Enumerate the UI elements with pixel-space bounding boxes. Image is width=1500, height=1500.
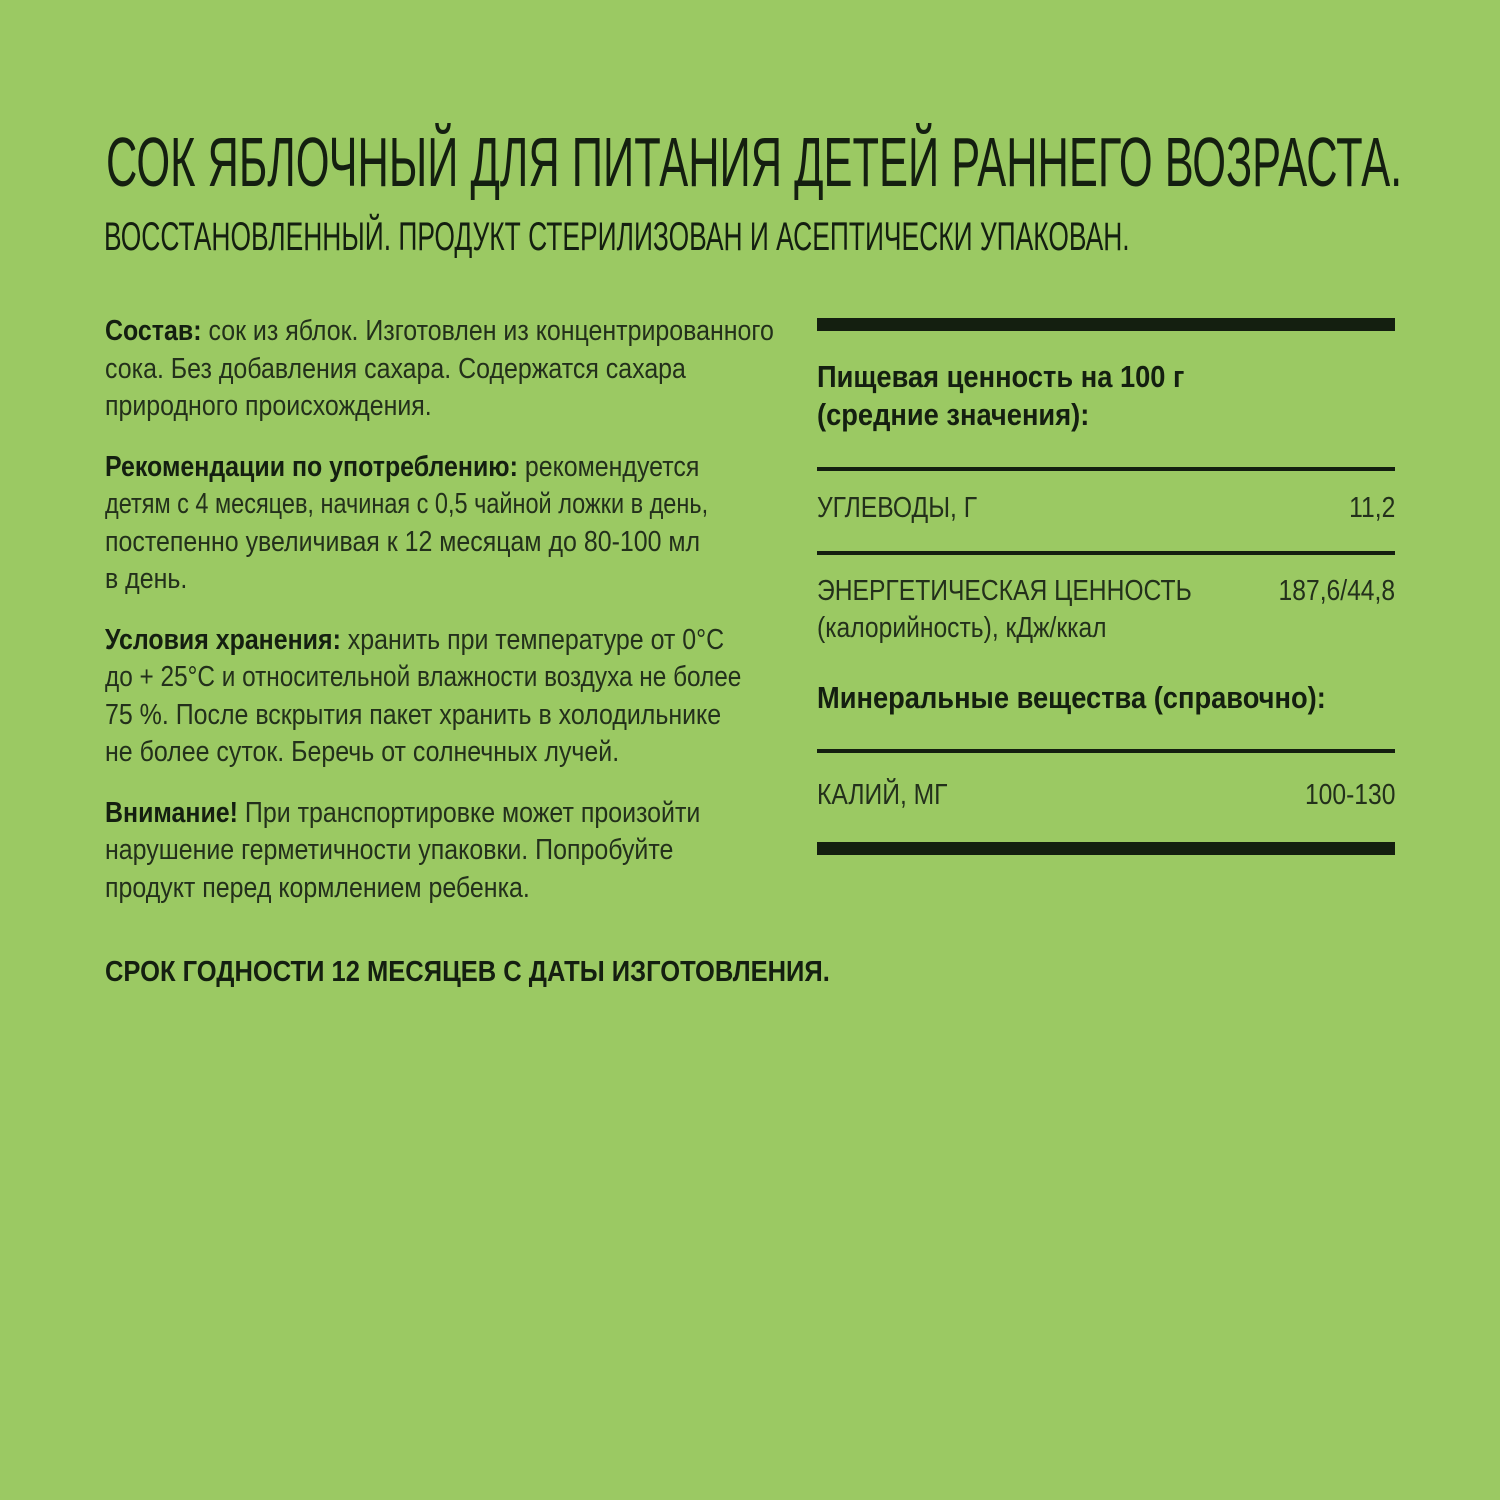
energy-name: ЭНЕРГЕТИЧЕСКАЯ ЦЕННОСТЬ [817, 575, 1192, 607]
recommendations-text-line: рекомендуется [517, 450, 700, 483]
recommendations-text-line: постепенно увеличивая к 12 месяцам до 80-100 мл [105, 525, 701, 558]
composition-text-line: природного происхождения. [105, 390, 432, 422]
warning-label: Внимание! [105, 796, 238, 829]
storage-section [105, 622, 805, 772]
minerals-row-potassium [817, 777, 1395, 842]
product-title: СОК ЯБЛОЧНЫЙ ДЛЯ ПИТАНИЯ ДЕТЕЙ РАННЕГО ВОЗРАСТА. [106, 123, 1403, 201]
storage-text-line: не более суток. Беречь от солнечных лучей. [105, 736, 620, 768]
storage-text-line: хранить при температуре от 0°С [340, 623, 725, 656]
recommendations-text-line: в день. [105, 563, 188, 595]
divider [817, 467, 1395, 471]
warning-section [105, 795, 805, 908]
nutrition-heading [817, 358, 1326, 434]
energy-value: 187,6/44,8 [1278, 575, 1395, 607]
nutrition-panel [817, 318, 1395, 855]
warning-text-line: нарушение герметичности упаковки. Попробуйте [105, 834, 674, 866]
nutrition-heading-line: Пищевая ценность на 100 г [817, 359, 1185, 394]
warning-text-line: При транспортировке может произойти [237, 796, 701, 829]
energy-subname: (калорийность), кДж/ккал [817, 612, 1107, 644]
nutrition-row-energy [817, 573, 1395, 647]
nutrition-heading-line: (средние значения): [817, 397, 1090, 432]
expiry-note: СРОК ГОДНОСТИ 12 МЕСЯЦЕВ С ДАТЫ ИЗГОТОВЛЕНИЯ. [105, 956, 830, 988]
storage-label: Условия хранения: [105, 623, 341, 656]
nutrition-row-carbs [817, 490, 1395, 551]
recommendations-text-line: детям с 4 месяцев, начиная с 0,5 чайной ложки в день, [105, 488, 709, 520]
product-info-column [105, 313, 805, 930]
storage-text-line: 75 %. После вскрытия пакет хранить в холодильнике [105, 698, 722, 731]
recommendations-label: Рекомендации по употреблению: [105, 450, 518, 483]
divider [817, 551, 1395, 555]
potassium-value: 100-130 [1304, 779, 1395, 811]
warning-text-line: продукт перед кормлением ребенка. [105, 871, 530, 904]
composition-section [105, 313, 805, 426]
composition-text-line: сока. Без добавления сахара. Содержатся сахара [105, 352, 686, 385]
carbs-value: 11,2 [1348, 492, 1395, 524]
divider [817, 749, 1395, 753]
nutrition-bottom-divider [817, 842, 1395, 855]
potassium-name: КАЛИЙ, МГ [817, 779, 948, 811]
nutrition-top-divider [817, 318, 1395, 331]
product-subtitle: ВОССТАНОВЛЕННЫЙ. ПРОДУКТ СТЕРИЛИЗОВАН И АСЕПТИЧЕСКИ УПАКОВАН. [104, 215, 1130, 259]
carbs-name: УГЛЕВОДЫ, Г [817, 492, 978, 524]
recommendations-section [105, 449, 805, 599]
composition-label: Состав: [105, 315, 202, 347]
storage-text-line: до + 25°С и относительной влажности воздуха не более [105, 661, 742, 693]
minerals-heading: Минеральные вещества (справочно): [817, 680, 1326, 715]
composition-text-line: сок из яблок. Изготовлен из концентрированного [201, 315, 774, 347]
